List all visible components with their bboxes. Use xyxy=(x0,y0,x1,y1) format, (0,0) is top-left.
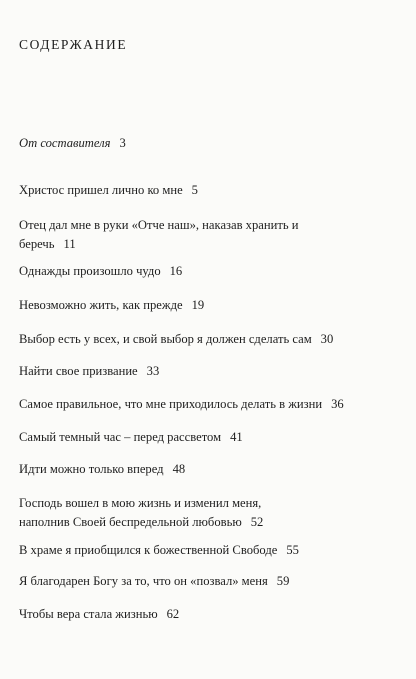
toc-entry-page: 19 xyxy=(191,298,205,312)
toc-entry-title: Самое правильное, что мне приходилось делать в жизни xyxy=(19,397,323,411)
page-title: СОДЕРЖАНИЕ xyxy=(19,37,128,52)
toc-entry xyxy=(19,605,404,624)
toc-entry xyxy=(19,362,404,381)
toc-entry-title: Отец дал мне в руки «Отче наш», наказав хранить и беречь xyxy=(19,218,299,251)
toc-entry-page: 30 xyxy=(320,332,334,346)
toc-entry xyxy=(19,494,314,532)
toc-entry-page: 36 xyxy=(331,397,344,411)
toc-entry xyxy=(19,134,404,153)
toc-entry xyxy=(19,541,404,560)
toc-entry-title: Невозможно жить, как прежде xyxy=(19,298,183,312)
toc-entry-title: Я благодарен Богу за то, что он «позвал» меня xyxy=(19,574,268,588)
toc-entry-title: Чтобы вера стала жизнью xyxy=(19,607,158,621)
toc-entry xyxy=(19,395,404,414)
toc-entry xyxy=(19,572,404,591)
toc-entry-page: 59 xyxy=(276,574,290,588)
toc-entry-page: 41 xyxy=(230,430,243,444)
toc-entry-title: Выбор есть у всех, и свой выбор я должен сделать сам xyxy=(19,332,312,346)
toc-entry xyxy=(19,296,404,315)
toc-entry xyxy=(19,460,404,479)
toc-entry xyxy=(19,330,404,349)
toc-entry xyxy=(19,262,404,281)
toc-entry-title: Христос пришел лично ко мне xyxy=(19,183,183,197)
toc-entry xyxy=(19,181,404,200)
toc-entry-page: 62 xyxy=(166,607,180,621)
toc-entry-title: Идти можно только вперед xyxy=(19,462,164,476)
toc-entry-page: 5 xyxy=(191,183,198,197)
toc-entry-page: 48 xyxy=(172,462,186,476)
toc-entry-page: 11 xyxy=(63,237,76,251)
toc-entry xyxy=(19,216,319,254)
toc-entry-page: 52 xyxy=(250,515,264,529)
toc-entry-title: Господь вошел в мою жизнь и изменил меня, наполнив Своей беспредельной любовью xyxy=(19,496,262,529)
toc-entry-title: Найти свое призвание xyxy=(19,364,138,378)
toc-entry-page: 33 xyxy=(146,364,160,378)
toc-entry-title: Однажды произошло чудо xyxy=(19,264,161,278)
toc-entry-page: 3 xyxy=(119,136,126,150)
toc-entry-title: В храме я приобщился к божественной Свободе xyxy=(19,543,278,557)
toc-entry-title: Самый темный час – перед рассветом xyxy=(19,430,222,444)
toc-entry-page: 16 xyxy=(169,264,183,278)
toc-entry-title: От составителя xyxy=(19,136,111,150)
toc-entry-page: 55 xyxy=(286,543,299,557)
toc-entry xyxy=(19,428,404,447)
